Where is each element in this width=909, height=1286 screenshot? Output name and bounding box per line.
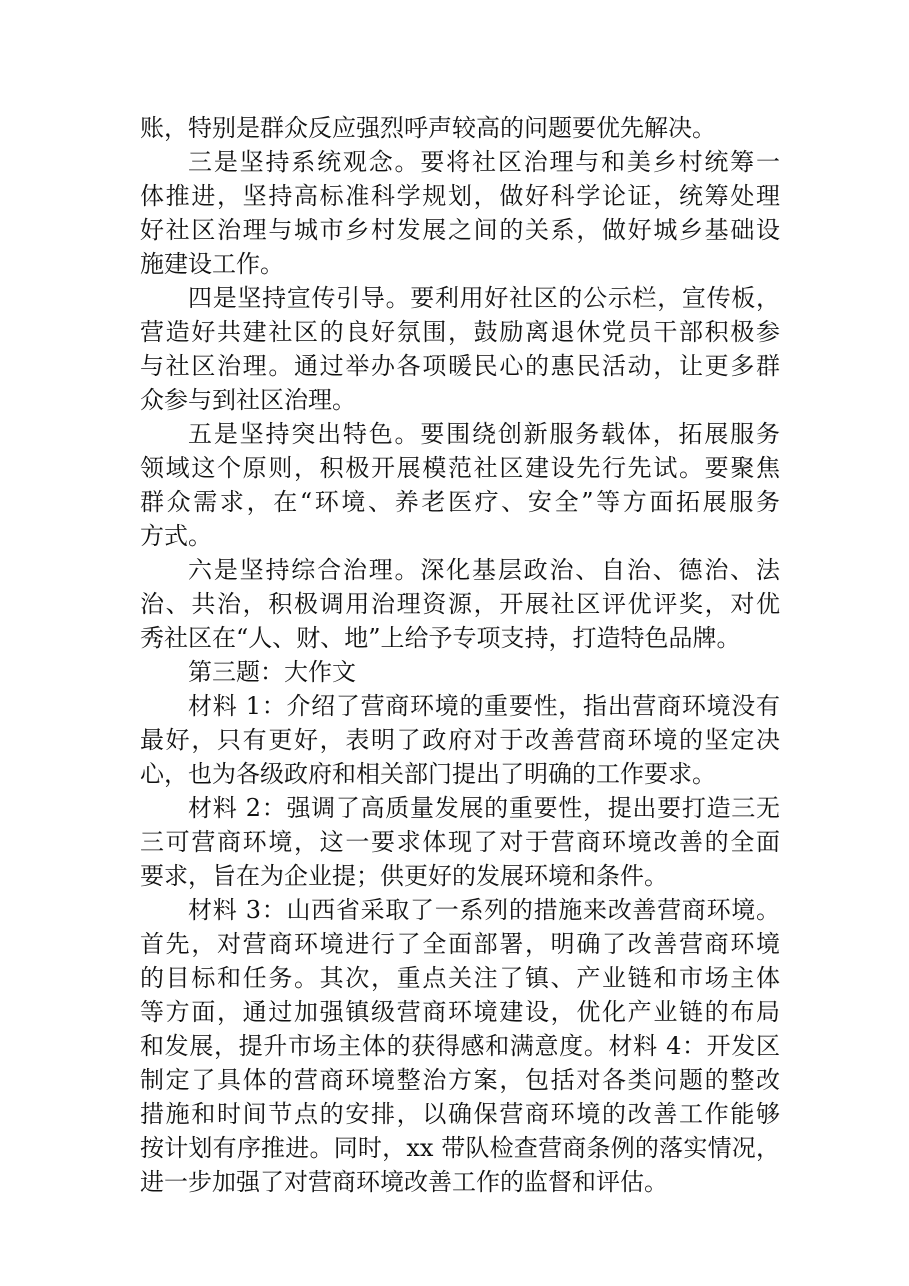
text-line: 按计划有序推进。同时，xx 带队检查营商条例的落实情况， xyxy=(140,1134,780,1162)
text-line: 群众需求，在“环境、养老医疗、安全”等方面拓展服务 xyxy=(140,488,780,516)
text-line: 三是坚持系统观念。要将社区治理与和美乡村统筹一 xyxy=(188,148,780,176)
text-line: 六是坚持综合治理。深化基层政治、自治、德治、法 xyxy=(188,556,780,584)
text-line: 第三题：大作文 xyxy=(188,658,356,686)
text-line: 措施和时间节点的安排，以确保营商环境的改善工作能够 xyxy=(140,1100,780,1128)
text-line: 账，特别是群众反应强烈呼声较高的问题要优先解决。 xyxy=(140,114,716,142)
text-line: 体推进，坚持高标准科学规划，做好科学论证，统筹处理 xyxy=(140,182,780,210)
text-line: 材料 2：强调了高质量发展的重要性，提出要打造三无 xyxy=(188,794,780,822)
text-line: 五是坚持突出特色。要围绕创新服务载体，拓展服务 xyxy=(188,420,780,448)
text-line: 首先，对营商环境进行了全面部署，明确了改善营商环境 xyxy=(140,930,780,958)
text-line: 制定了具体的营商环境整治方案，包括对各类问题的整改 xyxy=(140,1066,780,1094)
document-page xyxy=(140,111,780,1199)
text-line: 治、共治，积极调用治理资源，开展社区评优评奖，对优 xyxy=(140,590,780,618)
text-line: 秀社区在“人、财、地”上给予专项支持，打造特色品牌。 xyxy=(140,624,741,652)
text-line: 好社区治理与城市乡村发展之间的关系，做好城乡基础设 xyxy=(140,216,780,244)
text-line: 的目标和任务。其次，重点关注了镇、产业链和市场主体 xyxy=(140,964,780,992)
text-line: 方式。 xyxy=(140,522,212,550)
text-line: 众参与到社区治理。 xyxy=(140,386,356,414)
text-line: 三可营商环境，这一要求体现了对于营商环境改善的全面 xyxy=(140,828,780,856)
text-line: 与社区治理。通过举办各项暖民心的惠民活动，让更多群 xyxy=(140,352,780,380)
text-line: 领域这个原则，积极开展模范社区建设先行先试。要聚焦 xyxy=(140,454,780,482)
text-line: 四是坚持宣传引导。要利用好社区的公示栏，宣传板， xyxy=(188,284,780,312)
text-line: 材料 1：介绍了营商环境的重要性，指出营商环境没有 xyxy=(188,692,780,720)
text-line: 进一步加强了对营商环境改善工作的监督和评估。 xyxy=(140,1168,668,1196)
text-line: 等方面，通过加强镇级营商环境建设，优化产业链的布局 xyxy=(140,998,780,1026)
text-line: 心，也为各级政府和相关部门提出了明确的工作要求。 xyxy=(140,760,716,788)
text-line: 施建设工作。 xyxy=(140,250,284,278)
text-line: 最好，只有更好，表明了政府对于改善营商环境的坚定决 xyxy=(140,726,780,754)
text-line: 要求，旨在为企业提；供更好的发展环境和条件。 xyxy=(140,862,668,890)
text-line: 和发展，提升市场主体的获得感和满意度。材料 4：开发区 xyxy=(140,1032,780,1060)
text-line: 营造好共建社区的良好氛围，鼓励离退休党员干部积极参 xyxy=(140,318,780,346)
text-line: 材料 3：山西省采取了一系列的措施来改善营商环境。 xyxy=(188,896,780,924)
